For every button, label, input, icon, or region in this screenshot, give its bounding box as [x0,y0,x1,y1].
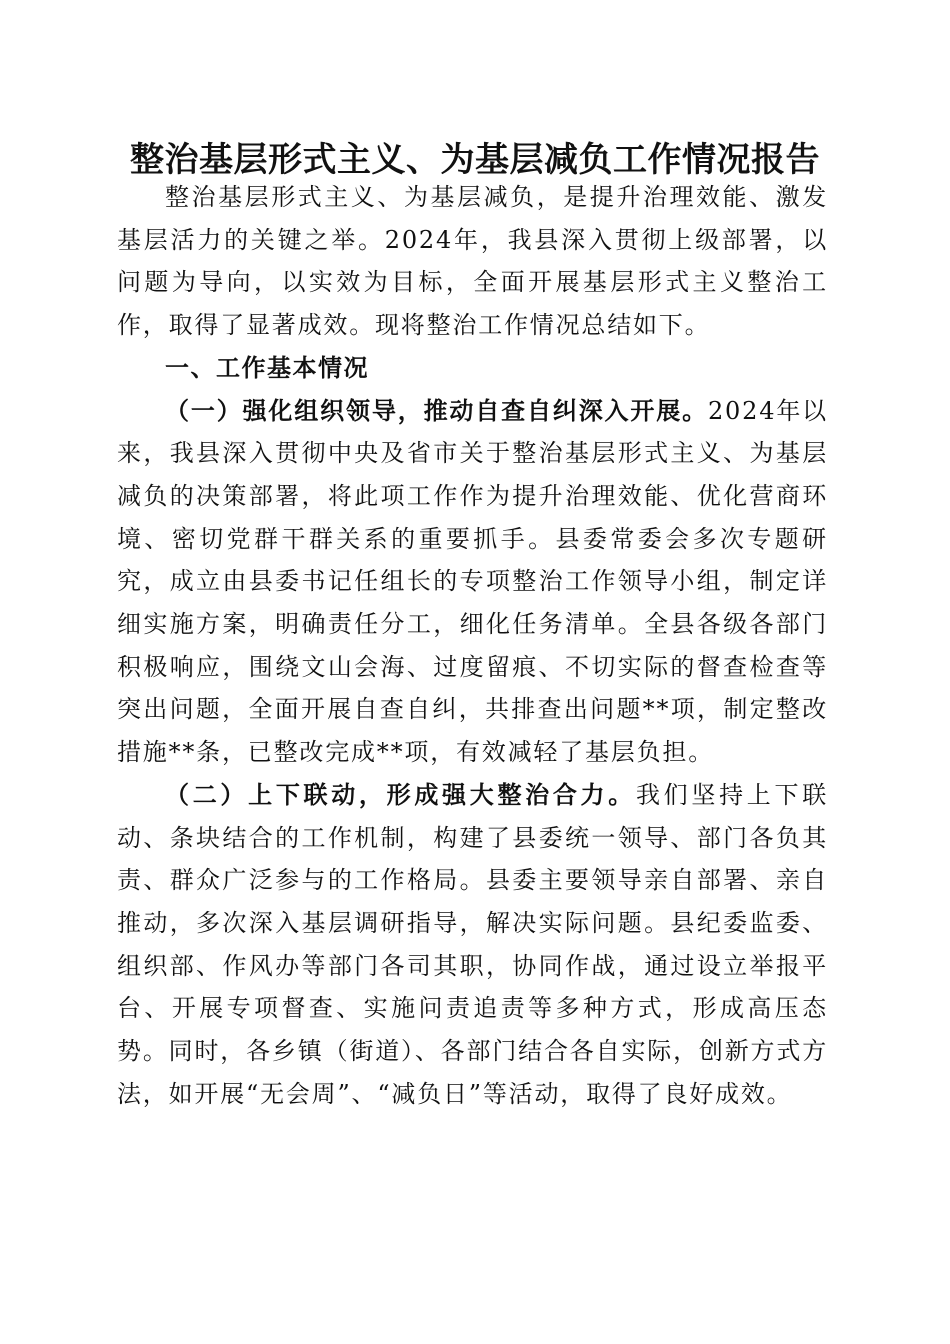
document-title: 整治基层形式主义、为基层减负工作情况报告 [130,140,820,180]
item-1-text: 2024年以来，我县深入贯彻中央及省市关于整治基层形式主义、为基层减负的决策部署，将此项工作作为提升治理效能、优化营商环境、密切党群干群关系的重要抓手。县委常委会多次专题研究，成立由县委书记任组长的专项整治工作领导小组，制定详细实施方案，明确责任分工，细化任务清单。全县各级各部门积极响应，围绕文山会海、过度留痕、不切实际的督查检查等突出问题，全面开展自查自纠，共排查出问题**项，制定整改措施**条，已整改完成**项，有效减轻了基层负担。 [117,396,828,767]
section-item-2 [117,774,828,1116]
intro-paragraph: 整治基层形式主义、为基层减负，是提升治理效能、激发基层活力的关键之举。2024年，我县深入贯彻上级部署，以问题为导向，以实效为目标，全面开展基层形式主义整治工作，取得了显著成效。现将整治工作情况总结如下。 [117,183,828,340]
section-item-1 [117,390,828,774]
document-body [117,176,828,1115]
item-1-lead: （一）强化组织领导，推动自查自纠深入开展。 [165,395,708,425]
item-2-text: 我们坚持上下联动、条块结合的工作机制，构建了县委统一领导、部门各负其责、群众广泛参与的工作格局。县委主要领导亲自部署、亲自推动，多次深入基层调研指导，解决实际问题。县纪委监委、组织部、作风办等部门各司其职，协同作战，通过设立举报平台、开展专项督查、实施问责追责等多种方式，形成高压态势。同时，各乡镇（街道）、各部门结合各自实际，创新方式方法，如开展“无会周”、“减负日”等活动，取得了良好成效。 [117,780,828,1108]
item-2-lead: （二）上下联动，形成强大整治合力。 [165,779,636,809]
section-heading: 一、工作基本情况 [165,353,369,382]
